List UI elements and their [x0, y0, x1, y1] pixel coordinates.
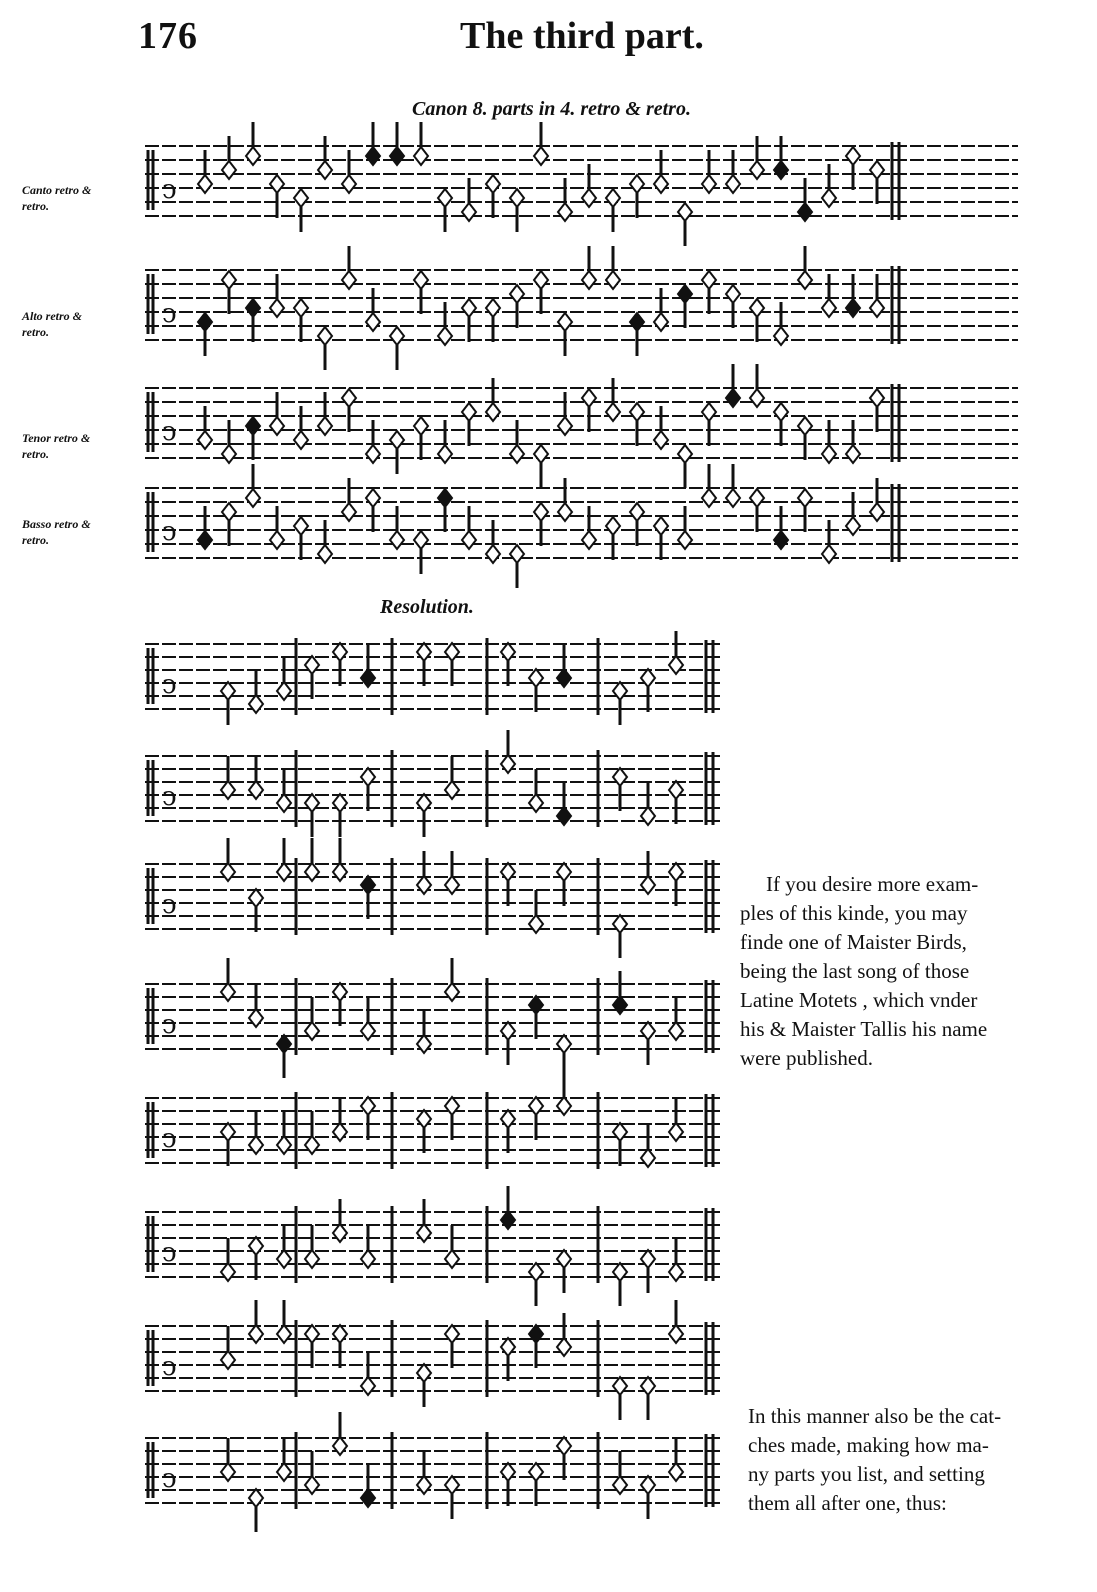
note — [222, 271, 236, 289]
note — [318, 417, 332, 435]
note — [249, 1009, 263, 1027]
mensuration-sign: ↄ — [162, 417, 177, 448]
note — [582, 271, 596, 289]
note — [606, 403, 620, 421]
note — [277, 1250, 291, 1268]
note — [249, 1325, 263, 1343]
note — [678, 445, 692, 463]
mensuration-sign: ↄ — [162, 1009, 177, 1040]
note — [221, 1463, 235, 1481]
note — [557, 1097, 571, 1115]
note — [750, 161, 764, 179]
note — [822, 445, 836, 463]
note — [417, 1110, 431, 1128]
note — [669, 656, 683, 674]
note — [641, 1149, 655, 1167]
note — [305, 1476, 319, 1494]
note — [417, 643, 431, 661]
note — [557, 1437, 571, 1455]
note — [277, 682, 291, 700]
note — [750, 389, 764, 407]
note — [613, 1377, 627, 1395]
note — [305, 794, 319, 812]
mensuration-sign: ↄ — [162, 1123, 177, 1154]
note — [529, 1325, 543, 1343]
note — [333, 1437, 347, 1455]
note — [390, 431, 404, 449]
note — [669, 1022, 683, 1040]
note — [361, 1097, 375, 1115]
note — [870, 503, 884, 521]
note — [294, 517, 308, 535]
note — [501, 1110, 515, 1128]
note — [613, 996, 627, 1014]
note — [361, 768, 375, 786]
note — [305, 1325, 319, 1343]
note — [221, 682, 235, 700]
note — [249, 1489, 263, 1507]
note — [557, 863, 571, 881]
note — [390, 531, 404, 549]
note — [669, 863, 683, 881]
note — [277, 1463, 291, 1481]
note — [462, 299, 476, 317]
note — [445, 781, 459, 799]
note — [462, 203, 476, 221]
note — [582, 389, 596, 407]
note — [774, 327, 788, 345]
note — [582, 531, 596, 549]
note — [445, 1097, 459, 1115]
note — [529, 996, 543, 1014]
note — [249, 889, 263, 907]
note — [294, 189, 308, 207]
note — [414, 531, 428, 549]
note — [486, 403, 500, 421]
note — [249, 1136, 263, 1154]
note — [641, 876, 655, 894]
note — [534, 147, 548, 165]
voice-label-alto: Alto retro & retro. — [22, 309, 83, 339]
note — [246, 489, 260, 507]
note — [798, 271, 812, 289]
note — [822, 299, 836, 317]
note — [417, 1224, 431, 1242]
note — [417, 794, 431, 812]
note — [221, 1123, 235, 1141]
note — [501, 1022, 515, 1040]
note — [445, 643, 459, 661]
note — [558, 313, 572, 331]
note — [534, 445, 548, 463]
note — [270, 299, 284, 317]
note — [486, 299, 500, 317]
note — [630, 313, 644, 331]
note — [277, 1035, 291, 1053]
note — [641, 669, 655, 687]
note — [702, 271, 716, 289]
note — [702, 489, 716, 507]
note — [798, 203, 812, 221]
note — [361, 669, 375, 687]
note — [445, 1250, 459, 1268]
note — [342, 389, 356, 407]
note — [366, 489, 380, 507]
note — [445, 983, 459, 1001]
note — [870, 299, 884, 317]
note — [641, 1377, 655, 1395]
note — [558, 417, 572, 435]
note — [198, 431, 212, 449]
note — [501, 643, 515, 661]
note — [390, 147, 404, 165]
note — [277, 1325, 291, 1343]
note — [361, 1489, 375, 1507]
note — [846, 445, 860, 463]
note — [361, 1377, 375, 1395]
note — [445, 1325, 459, 1343]
note — [798, 417, 812, 435]
note — [318, 327, 332, 345]
note — [557, 1035, 571, 1053]
note — [438, 327, 452, 345]
note — [726, 285, 740, 303]
mensuration-sign: ↄ — [162, 669, 177, 700]
note — [678, 285, 692, 303]
note — [529, 794, 543, 812]
note — [221, 1351, 235, 1369]
note — [501, 1338, 515, 1356]
note — [654, 313, 668, 331]
note — [438, 489, 452, 507]
note — [445, 1476, 459, 1494]
mensuration-sign: ↄ — [162, 889, 177, 920]
note — [606, 189, 620, 207]
note — [613, 915, 627, 933]
note — [654, 175, 668, 193]
note — [654, 517, 668, 535]
note — [669, 1325, 683, 1343]
note — [221, 781, 235, 799]
note — [641, 1476, 655, 1494]
canon-staves — [145, 122, 1018, 588]
note — [222, 161, 236, 179]
note — [486, 175, 500, 193]
mensuration-sign: ↄ — [162, 1351, 177, 1382]
note — [333, 1123, 347, 1141]
mensuration-sign: ↄ — [162, 175, 177, 206]
note — [510, 285, 524, 303]
note — [641, 1250, 655, 1268]
note — [557, 1250, 571, 1268]
resolution-staves — [145, 631, 720, 1532]
note — [510, 189, 524, 207]
note — [501, 1463, 515, 1481]
note — [702, 175, 716, 193]
note — [774, 161, 788, 179]
note — [641, 1022, 655, 1040]
note — [294, 431, 308, 449]
note — [249, 781, 263, 799]
note — [246, 147, 260, 165]
note — [613, 682, 627, 700]
note — [417, 1364, 431, 1382]
note — [870, 389, 884, 407]
note — [669, 1263, 683, 1281]
note — [630, 403, 644, 421]
note — [305, 1022, 319, 1040]
note — [750, 489, 764, 507]
note — [558, 503, 572, 521]
note — [221, 863, 235, 881]
note — [613, 1263, 627, 1281]
note — [318, 161, 332, 179]
resolution-title: Resolution. — [380, 596, 474, 618]
note — [534, 271, 548, 289]
note — [726, 489, 740, 507]
note — [726, 175, 740, 193]
note — [606, 517, 620, 535]
note — [630, 175, 644, 193]
note — [613, 768, 627, 786]
note — [277, 794, 291, 812]
note — [501, 1211, 515, 1229]
note — [342, 175, 356, 193]
note — [822, 545, 836, 563]
note — [726, 389, 740, 407]
note — [417, 1476, 431, 1494]
note — [846, 517, 860, 535]
mensuration-sign: ↄ — [162, 299, 177, 330]
note — [438, 445, 452, 463]
note — [305, 863, 319, 881]
note — [333, 983, 347, 1001]
note — [529, 1263, 543, 1281]
note — [414, 417, 428, 435]
note — [678, 203, 692, 221]
note — [529, 915, 543, 933]
note — [342, 503, 356, 521]
note — [529, 1463, 543, 1481]
note — [613, 1476, 627, 1494]
note — [529, 1097, 543, 1115]
note — [414, 271, 428, 289]
note — [221, 983, 235, 1001]
note — [249, 1237, 263, 1255]
voice-label-tenor: Tenor retro & retro. — [22, 431, 91, 461]
note — [361, 1022, 375, 1040]
note — [641, 807, 655, 825]
note — [333, 643, 347, 661]
note — [702, 403, 716, 421]
note — [390, 327, 404, 345]
note — [510, 545, 524, 563]
note — [246, 417, 260, 435]
note — [462, 403, 476, 421]
note — [294, 299, 308, 317]
mensuration-sign: ↄ — [162, 517, 177, 548]
note — [305, 1136, 319, 1154]
note — [501, 863, 515, 881]
note — [222, 445, 236, 463]
note — [222, 503, 236, 521]
note — [305, 1250, 319, 1268]
note — [669, 781, 683, 799]
note — [221, 1263, 235, 1281]
note — [277, 1136, 291, 1154]
running-head: The third part. — [460, 15, 704, 57]
note — [198, 531, 212, 549]
note — [249, 695, 263, 713]
note — [366, 147, 380, 165]
side-note-examples: If you desire more exam- ples of this kinde, you may finde one of Maister Birds, being the last song of those Latine Motets , which vnder his & Maister Tallis his name were published. — [740, 872, 988, 1070]
note — [774, 531, 788, 549]
note — [270, 175, 284, 193]
note — [342, 271, 356, 289]
note — [333, 794, 347, 812]
note — [445, 876, 459, 894]
note — [486, 545, 500, 563]
voice-label-basso: Basso retro & retro. — [22, 517, 91, 547]
note — [750, 299, 764, 317]
note — [774, 403, 788, 421]
note — [361, 876, 375, 894]
voice-label-canto: Canto retro & retro. — [22, 183, 92, 213]
note — [846, 299, 860, 317]
note — [669, 1123, 683, 1141]
note — [270, 531, 284, 549]
note — [654, 431, 668, 449]
note — [414, 147, 428, 165]
note — [678, 531, 692, 549]
note — [318, 545, 332, 563]
note — [846, 147, 860, 165]
note — [333, 1224, 347, 1242]
note — [534, 503, 548, 521]
note — [366, 445, 380, 463]
note — [558, 203, 572, 221]
note — [582, 189, 596, 207]
note — [366, 313, 380, 331]
note — [277, 863, 291, 881]
note — [246, 299, 260, 317]
side-note-catches: In this manner also be the cat- ches made, making how ma- ny parts you list, and setting them all after one, thus: — [748, 1404, 1002, 1515]
note — [870, 161, 884, 179]
note — [557, 669, 571, 687]
note — [822, 189, 836, 207]
note — [557, 1338, 571, 1356]
note — [606, 271, 620, 289]
canon-title: Canon 8. parts in 4. retro & retro. — [412, 98, 691, 120]
note — [557, 807, 571, 825]
note — [438, 189, 452, 207]
note — [333, 1325, 347, 1343]
mensuration-sign: ↄ — [162, 781, 177, 812]
note — [462, 531, 476, 549]
note — [510, 445, 524, 463]
note — [630, 503, 644, 521]
note — [270, 417, 284, 435]
note — [305, 656, 319, 674]
note — [529, 669, 543, 687]
note — [333, 863, 347, 881]
note — [417, 876, 431, 894]
note — [798, 489, 812, 507]
note — [501, 755, 515, 773]
note — [198, 175, 212, 193]
note — [417, 1035, 431, 1053]
note — [198, 313, 212, 331]
mensuration-sign: ↄ — [162, 1463, 177, 1494]
page-number: 176 — [138, 15, 198, 57]
note — [669, 1463, 683, 1481]
note — [613, 1123, 627, 1141]
note — [361, 1250, 375, 1268]
mensuration-sign: ↄ — [162, 1237, 177, 1268]
